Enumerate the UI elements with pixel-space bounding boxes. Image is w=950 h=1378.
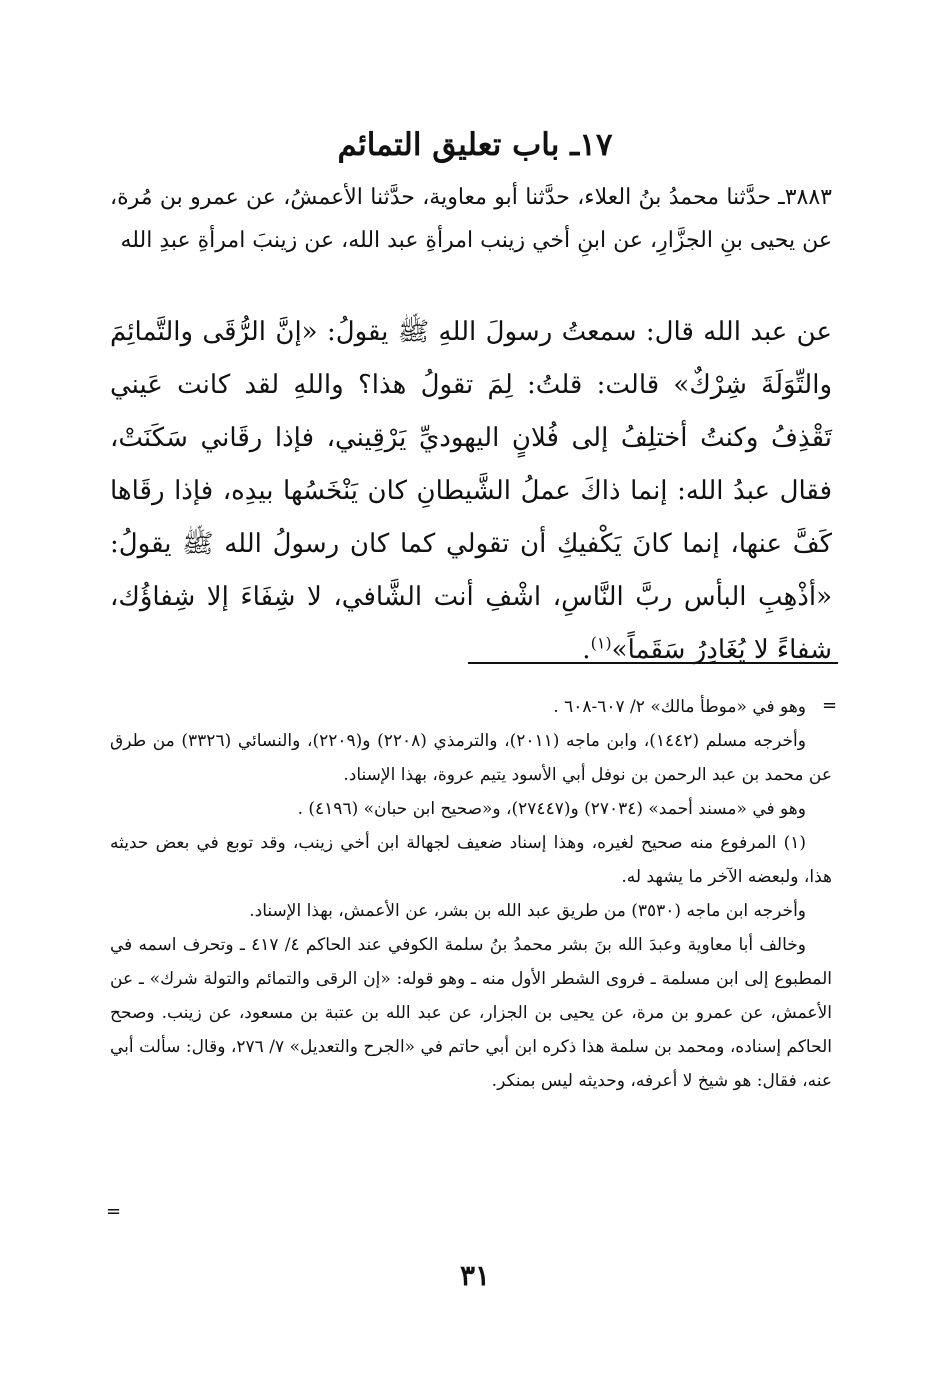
matn-end-mark: . <box>582 635 591 665</box>
footnotes <box>110 690 832 1098</box>
chapter-title: ١٧ـ باب تعليق التمائم <box>337 127 613 163</box>
continuation-mark-bottom: = <box>106 1201 122 1222</box>
hadith-matn-text: عن عبد الله قال: سمعتُ رسولَ اللهِ ﷺ يقولُ: «إنَّ الرُّقَى والتَّمائِمَ والتِّوَلَةَ شِرْكٌ» قالت: قلتُ: لِمَ تقولُ هذا؟ واللهِ لقد كانت عَيني تَقْذِفُ وكنتُ أختلِفُ إلى فُلانٍ اليهوديِّ يَرْقِيني، فإذا رقَاني سَكَنَتْ، فقال عبدُ الله: إنما ذاكَ عملُ الشَّيطانِ كان يَنْخَسُها بيدِه، فإذا رقَاها كَفَّ عنها، إنما كانَ يَكْفيكِ أن تقولي كما كان رسولُ الله ﷺ يقولُ: «أذْهِبِ البأس ربَّ النَّاسِ، اشْفِ أنت الشَّافي، لا شِفَاءَ إلا شِفاؤُك، شفاءً لا يُغَادِرُ سَقَماً» <box>110 317 832 665</box>
footnote-takhrij-2: وهو في «مسند أحمد» (٢٧٠٣٤) و(٢٧٤٤٧)، و«صحيح ابن حبان» (٤١٩٦) . <box>297 799 806 819</box>
footnote-1: (١) المرفوع منه صحيح لغيره، وهذا إسناد ضعيف لجهالة ابن أخي زينب، وقد توبع في بعض حديثه هذا، ولبعضه الآخر ما يشهد له. <box>110 833 832 887</box>
footnote-1-paragraph-2: وأخرجه ابن ماجه (٣٥٣٠) من طريق عبد الله بن بشر، عن الأعمش، بهذا الإسناد. <box>249 901 806 921</box>
footnote-1-paragraph-3: وخالف أبا معاوية وعبدَ الله بنَ بشر محمدُ بنُ سلمة الكوفي عند الحاكم ٤/ ٤١٧ ـ وتحرف اسمه في المطبوع إلى ابن مسلمة ـ فروى الشطر الأول منه ـ وهو قوله: «إن الرقى والتمائم والتولة شرك» ـ عن الأعمش، عن عمرو بن مرة، عن يحيى بن الجزار، عن عبد الله بن عتبة بن مسعود، عن زينب. وصحح الحاكم إسناده، ومحمد بن سلمة هذا ذكره ابن أبي حاتم في «الجرح والتعديل» ٧/ ٢٧٦، وقال: سألت أبي عنه، فقال: هو شيخ لا أعرفه، وحديثه ليس بمنكر. <box>110 935 832 1091</box>
footnote-reference: (١) <box>590 633 612 653</box>
hadith-isnad: ٣٨٨٣ـ حدَّثنا محمدُ بنُ العلاء، حدَّثنا أبو معاوية، حدَّثنا الأعمشُ، عن عمرو بن مُرة، عن يحيى بنِ الجزَّارِ، عن ابنِ أخي زينب امرأةِ عبد الله، عن زينبَ امرأةِ عبدِ الله <box>110 185 832 253</box>
footnote-continued: وهو في «موطأ مالك» ٢/ ٦٠٧-٦٠٨ . <box>553 697 806 717</box>
page-number: ٣١ <box>459 1259 491 1292</box>
continuation-mark-top: = <box>822 695 838 716</box>
footnote-takhrij-1: وأخرجه مسلم (١٤٤٢)، وابن ماجه (٢٠١١)، والترمذي (٢٢٠٨) و(٢٢٠٩)، والنسائي (٣٣٢٦) من طرق عن محمد بن عبد الرحمن بن نوفل أبي الأسود يتيم عروة، بهذا الإسناد. <box>110 731 832 785</box>
hadith-matn <box>110 306 832 677</box>
footnote-separator <box>468 662 838 664</box>
